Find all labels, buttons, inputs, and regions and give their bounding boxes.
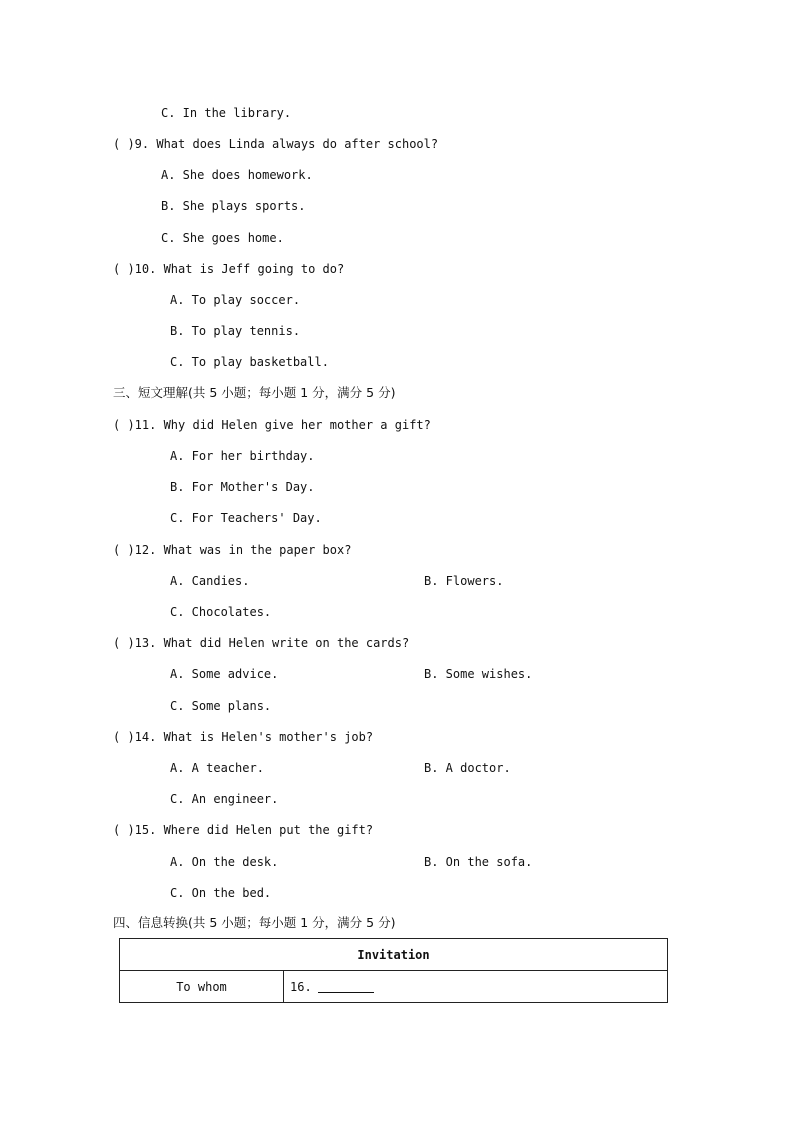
q12-option-b: B. Flowers. — [424, 574, 504, 588]
q10-option-b: B. To play tennis. — [170, 324, 301, 338]
section-4-title: 四、信息转换(共 5 小题；每小题 1 分，满分 5 分) — [113, 915, 396, 930]
invitation-table-header: Invitation — [120, 939, 668, 971]
q15-option-b: B. On the sofa. — [424, 855, 533, 869]
q13-option-c: C. Some plans. — [170, 699, 272, 713]
q12-option-c: C. Chocolates. — [170, 605, 272, 619]
q12-option-a: A. Candies. — [170, 574, 250, 588]
q14-option-c: C. An engineer. — [170, 792, 279, 806]
q8-option-c: C. In the library. — [161, 106, 292, 120]
q11-option-b: B. For Mother's Day. — [170, 480, 315, 494]
q14-option-a: A. A teacher. — [170, 761, 264, 775]
question-13: ( )13. What did Helen write on the cards? — [113, 636, 410, 650]
q13-option-a: A. Some advice. — [170, 667, 279, 681]
question-9: ( )9. What does Linda always do after school? — [113, 137, 439, 151]
q14-option-b: B. A doctor. — [424, 761, 511, 775]
to-whom-answer-cell — [284, 971, 668, 1003]
q15-option-a: A. On the desk. — [170, 855, 279, 869]
question-15: ( )15. Where did Helen put the gift? — [113, 823, 374, 837]
question-10: ( )10. What is Jeff going to do? — [113, 262, 345, 276]
q11-option-c: C. For Teachers' Day. — [170, 511, 322, 525]
q9-option-a: A. She does homework. — [161, 168, 313, 182]
q15-option-c: C. On the bed. — [170, 886, 272, 900]
answer-number-16: 16. — [290, 979, 312, 994]
to-whom-label: To whom — [120, 971, 284, 1003]
q13-option-b: B. Some wishes. — [424, 667, 533, 681]
question-11: ( )11. Why did Helen give her mother a gift? — [113, 418, 431, 432]
q11-option-a: A. For her birthday. — [170, 449, 315, 463]
q10-option-a: A. To play soccer. — [170, 293, 301, 307]
invitation-table — [119, 938, 668, 1003]
question-12: ( )12. What was in the paper box? — [113, 543, 352, 557]
q9-option-b: B. She plays sports. — [161, 199, 306, 213]
question-14: ( )14. What is Helen's mother's job? — [113, 730, 374, 744]
section-3-title: 三、短文理解(共 5 小题；每小题 1 分，满分 5 分) — [113, 385, 396, 400]
q10-option-c: C. To play basketball. — [170, 355, 329, 369]
answer-blank-16[interactable] — [318, 980, 374, 993]
q9-option-c: C. She goes home. — [161, 231, 284, 245]
